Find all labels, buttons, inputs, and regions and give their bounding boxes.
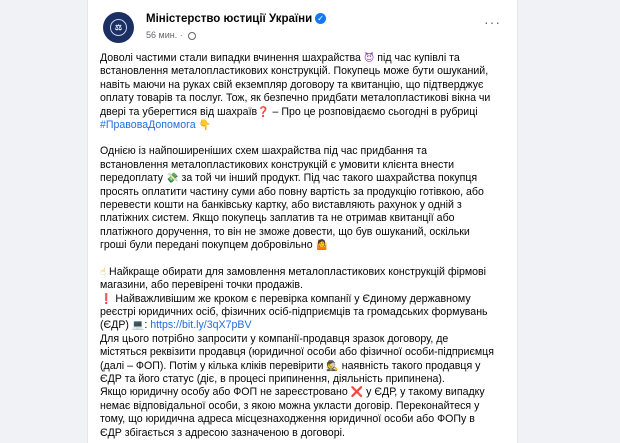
paragraph-registry: ❗ Найважливішим же кроком є перевірка компанії у Єдиному державному реєстрі юридичних осіб, фізичних осіб-підприємців та громадських формувань (ЄДР) 💻: https://bit.ly/3qX7pBV bbox=[100, 292, 488, 332]
post-meta bbox=[146, 30, 196, 40]
paragraph-scheme bbox=[100, 145, 495, 252]
text-segment: Для цього потрібно запросити у компанії-продавця зразок договору, де містяться реквізити продавця (юридичної особи або фізичної особи-підприємця (далі – ФОП). Потім у кілька кліків перевірити bbox=[100, 332, 494, 372]
point-up-icon: ☝ bbox=[100, 266, 107, 278]
page-name-label[interactable]: Міністерство юстиції України bbox=[146, 13, 313, 25]
ministry-emblem-icon: ⚖ bbox=[110, 19, 127, 36]
laptop-icon: 💻 bbox=[131, 320, 145, 332]
registry-link[interactable]: https://bit.ly/3qX7pBV bbox=[150, 319, 252, 332]
paragraph-advice bbox=[100, 266, 495, 293]
post-time[interactable]: 56 мин. bbox=[146, 30, 178, 40]
verified-badge-icon: ✓ bbox=[315, 13, 326, 24]
page-name[interactable] bbox=[146, 13, 326, 25]
text-segment: за той чи інший продукт. Під час такого шахрайства покупця просять оплатити частину суми або повну вартість за продукцію готівкою, або перевести кошти на банківську картку, або виставляють рахунок у одній з платіжних систем. Якщо покупець заплатив та не отримав квитанції або платіжного доручення, то він не зможе довести, що був ошуканий, оскільки гроші були передані покупцем добровільно bbox=[100, 172, 484, 252]
text-segment: Однією із найпоширеніших схем шахрайства під час придбання та встановлення металопластикових конструкцій є умовити клієнта внести передоплату bbox=[100, 145, 455, 185]
page-avatar[interactable] bbox=[103, 12, 134, 43]
text-segment: під час купівлі та встановлення металопластикових конструкцій. Покупець може бути ошуканий, навіть маючи на руках свій екземпляр договору та квитанцію, що підтверджує оплату товарів та послуг. Тож, як безпечно придбати металопластикові вікна чи двері та уберегтися від шахраїв bbox=[100, 52, 491, 118]
point-down-icon: 👇 bbox=[198, 120, 212, 132]
post-header bbox=[100, 0, 507, 52]
paragraph-check bbox=[100, 333, 495, 387]
separator-dot: · bbox=[179, 30, 183, 40]
paragraph-unregistered bbox=[100, 386, 495, 440]
globe-icon bbox=[188, 32, 196, 40]
text-segment: Найкраще обирати для замовлення металопластикових конструкцій фірмові магазини, або перевірені точки продажів. bbox=[100, 265, 486, 292]
post-card bbox=[87, 0, 518, 443]
cross-icon: ❌ bbox=[350, 387, 364, 399]
question-icon: ❓ bbox=[257, 106, 270, 118]
more-options-icon[interactable]: ··· bbox=[484, 14, 501, 30]
post-body bbox=[100, 52, 495, 440]
devil-icon: 😈 bbox=[363, 53, 375, 64]
text-segment: Доволі частими стали випадки вчинення шахрайства bbox=[100, 52, 361, 64]
detective-icon: 🕵 bbox=[326, 360, 339, 372]
person-icon: 🤷 bbox=[315, 240, 329, 252]
exclamation-icon: ❗ bbox=[100, 293, 113, 305]
text-segment: наявність такого продавця у ЄДР та його статус (діє, в процесі припинення, діяльність припинена). bbox=[100, 359, 481, 385]
text-segment: – Про це розповідаємо сьогодні в рубриці bbox=[272, 105, 478, 118]
text-segment: Найважливішим же кроком є перевірка компанії у Єдиному державному реєстрі юридичних осіб, фізичних осіб-підприємців та громадських формувань (ЄДР) bbox=[100, 292, 488, 332]
money-icon: 💸 bbox=[166, 173, 179, 185]
hashtag-link[interactable]: #ПравоваДопомога bbox=[100, 119, 196, 132]
text-segment: Якщо юридичну особу або ФОП не зареєстровано bbox=[100, 386, 348, 399]
paragraph-intro bbox=[100, 52, 495, 132]
text-segment: у ЄДР, у такому випадку немає відповідальної особи, з якою можна укласти договір. Переконайтеся у тому, що юридична адреса місцезнаходження юридичної особи або ФОПу в ЄДР збігається з адресою зазначеною в договорі. bbox=[100, 386, 485, 439]
